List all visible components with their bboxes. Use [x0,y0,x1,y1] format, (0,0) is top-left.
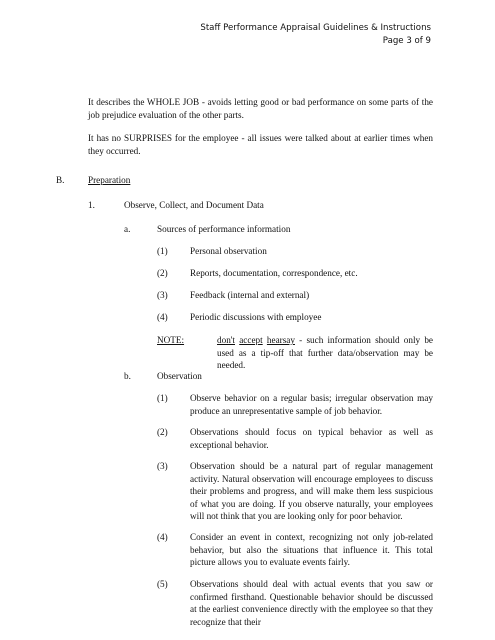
sub-b-item-1-number: (1) [157,393,168,403]
section-b-marker: B. [56,175,65,185]
sub-b-item-2-number: (2) [157,427,168,437]
sub-b-item-2-text: Observations should focus on typical behavior as well as exceptional behavior. [190,427,433,450]
item-1-marker: 1. [88,200,95,210]
sub-a-title: Sources of performance information [157,224,291,234]
sub-b-item-3-text: Observation should be a natural part of regular management activity. Natural observation will encourage employees to discuss their problems and progress, and will make them less suspicious of what you are doing. If you observe naturally, your employees will not think that you are looking only for poor behavior. [190,461,433,521]
header-title: Staff Performance Appraisal Guidelines & Instructions [200,23,431,33]
note-text [217,334,433,372]
header-page-number: Page 3 of 9 [382,36,431,46]
sub-b-item-4-number: (4) [157,532,168,542]
sub-a-item-2-number: (2) [157,268,168,278]
sub-b-item-5-text: Observations should deal with actual events that you saw or confirmed firsthand. Questionable behavior should be discussed at the earliest convenience directly with the employee so that they recognize that their [190,579,433,627]
intro-paragraph-2: It has no SURPRISES for the employee - all issues were talked about at earlier times when they occurred. [88,133,433,156]
sub-b-item-1-text: Observe behavior on a regular basis; irregular observation may produce an unrepresentative sample of job behavior. [190,393,433,416]
sub-a-item-4-number: (4) [157,312,168,322]
sub-b-item-4-text: Consider an event in context, recognizing not only job-related behavior, but also the situations that influence it. This total picture allows you to evaluate events fairly. [190,532,433,567]
sub-b-title: Observation [157,371,202,381]
note-label: NOTE: [157,335,185,345]
item-1-title: Observe, Collect, and Document Data [124,200,264,210]
sub-b-item-3-number: (3) [157,461,168,471]
note-word-dont: don't [217,335,235,345]
sub-a-item-1-number: (1) [157,246,168,256]
section-b-title: Preparation [88,175,131,185]
page-header [200,22,431,48]
sub-a-item-3-text: Feedback (internal and external) [190,290,310,300]
note-rest: - such information should only be used as a tip-off that further data/observation may be needed. [217,335,434,370]
note-word-hearsay: hearsay [266,335,295,345]
sub-a-item-1-text: Personal observation [190,246,267,256]
sub-a-marker: a. [124,224,131,234]
sub-b-marker: b. [124,371,131,381]
sub-b-item-5-number: (5) [157,579,168,589]
sub-a-item-4-text: Periodic discussions with employee [190,312,322,322]
note-word-accept: accept [239,335,263,345]
sub-a-item-3-number: (3) [157,290,168,300]
sub-a-item-2-text: Reports, documentation, correspondence, etc. [190,268,358,278]
intro-paragraph-1: It describes the WHOLE JOB - avoids letting good or bad performance on some parts of the job prejudice evaluation of the other parts. [88,97,433,120]
